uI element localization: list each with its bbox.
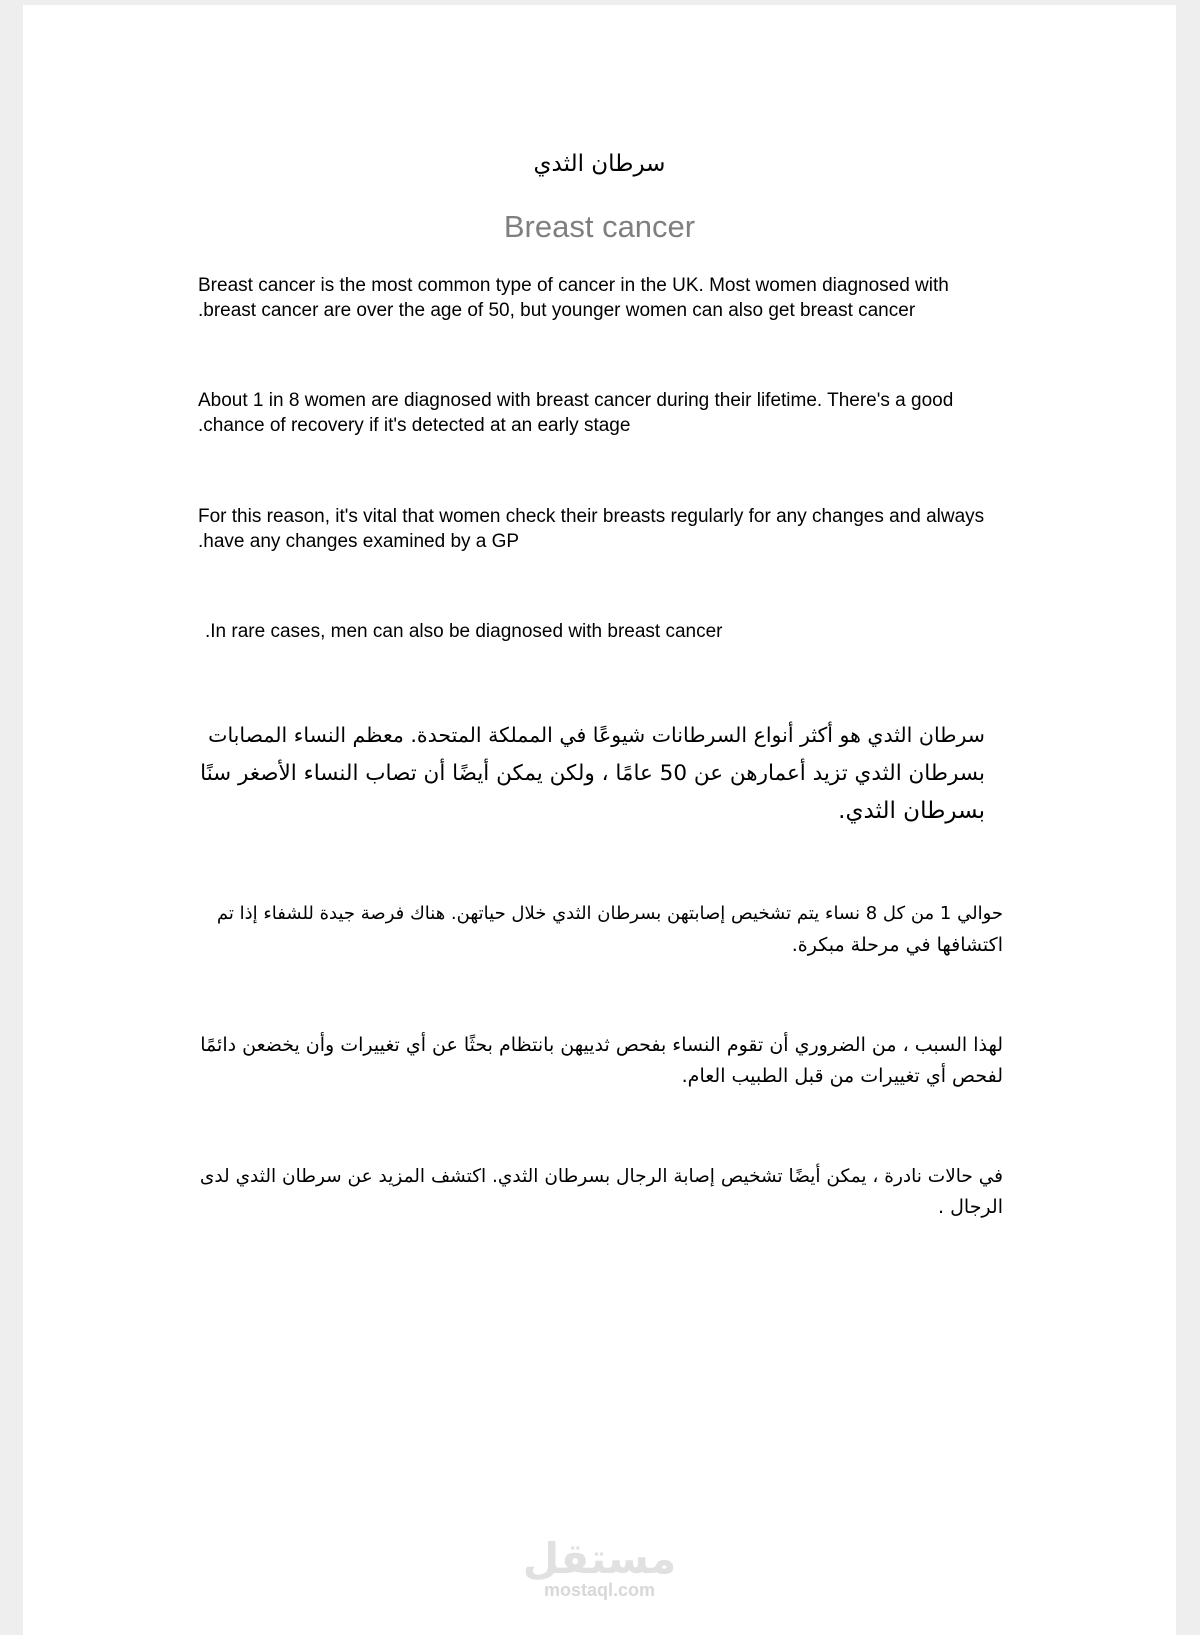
watermark-site: mostaql.com [543,1580,656,1600]
text-line: سرطان الثدي هو أكثر أنواع السرطانات شيوعًا في المملكة المتحدة. معظم النساء المصابات [208,723,985,747]
page-title-english: Breast cancer [503,209,696,244]
text-line: .In rare cases, men can also be diagnosed with breast cancer [205,621,723,642]
text-line: الرجال . [938,1196,1003,1218]
text-line: بسرطان الثدي تزيد أعمارهن عن 50 عامًا ، ولكن يمكن أيضًا أن تصاب النساء الأصغر سنًا [200,761,985,786]
text-line: .breast cancer are over the age of 50, but younger women can also get breast cancer [198,300,916,321]
text-line: .have any changes examined by a GP [198,531,520,552]
document-page [23,5,1176,1635]
text-line: Breast cancer is the most common type of cancer in the UK. Most women diagnosed with [198,275,949,296]
text-line: لهذا السبب ، من الضروري أن تقوم النساء بفحص ثدييهن بانتظام بحثًا عن أي تغييرات وأن يخضعن دائمًا [200,1034,1003,1056]
text-line: بسرطان الثدي. [838,798,985,824]
text-line: About 1 in 8 women are diagnosed with breast cancer during their lifetime. There's a good [198,390,954,411]
text-line: .chance of recovery if it's detected at an early stage [198,415,631,436]
page-title-arabic: سرطان الثدي [533,151,666,177]
watermark-logo: مستقل [522,1534,677,1583]
text-line: في حالات نادرة ، يمكن أيضًا تشخيص إصابة الرجال بسرطان الثدي. اكتشف المزيد عن سرطان الثدي لدى [199,1166,1003,1187]
text-line: حوالي 1 من كل 8 نساء يتم تشخيص إصابتهن بسرطان الثدي خلال حياتهن. هناك فرصة جيدة للشفاء إذا تم [216,903,1003,924]
text-line: For this reason, it's vital that women check their breasts regularly for any changes and always [198,506,985,527]
text-line: لفحص أي تغييرات من قبل الطبيب العام. [681,1065,1003,1087]
text-line: اكتشافها في مرحلة مبكرة. [791,934,1003,956]
